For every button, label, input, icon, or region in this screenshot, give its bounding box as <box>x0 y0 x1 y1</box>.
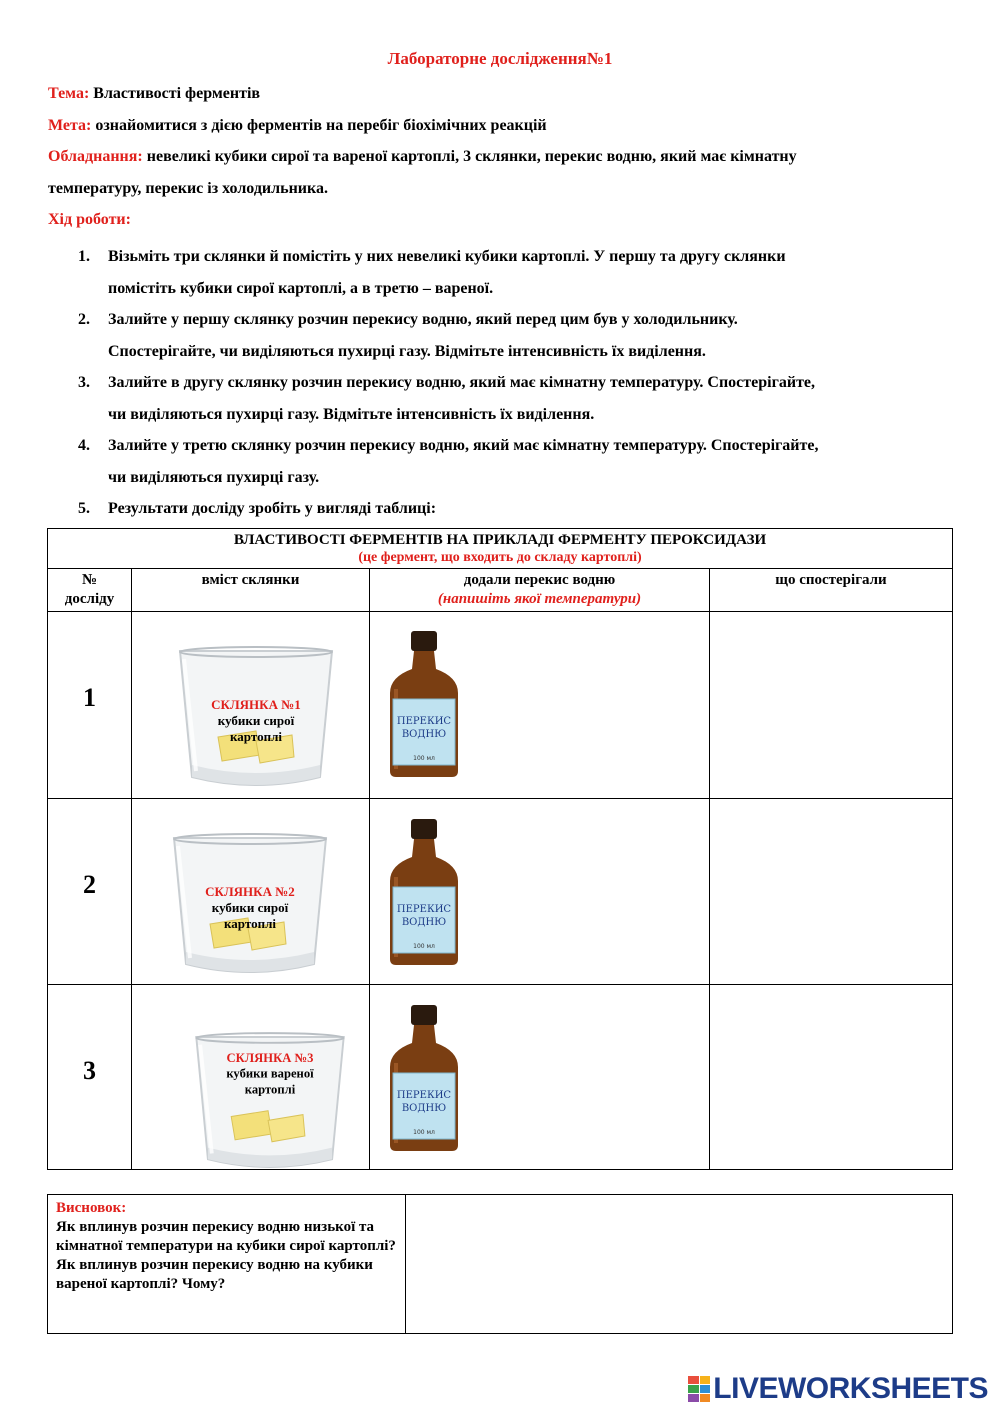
brand-text: LIVEWORKSHEETS <box>713 1372 988 1405</box>
page-title: Лабораторне дослідження№1 <box>387 49 613 68</box>
equipment-label: Обладнання: <box>48 148 143 165</box>
observation-cell[interactable] <box>714 988 948 1166</box>
peroxide-bottle-image <box>384 629 464 779</box>
row-number: 3 <box>83 1056 96 1085</box>
step-item <box>48 430 948 493</box>
bottle-label-text: ПЕРЕКИС <box>396 1090 452 1101</box>
row-number: 2 <box>83 870 96 899</box>
conclusion-label: Висновок: <box>56 1200 127 1216</box>
header-added <box>370 571 709 609</box>
equipment-line <box>48 148 797 166</box>
topic-value: Властивості ферментів <box>93 85 261 102</box>
results-table <box>47 528 953 1170</box>
table-divider <box>48 798 952 799</box>
peroxide-bottle-image <box>384 1003 464 1153</box>
goal-line <box>48 117 547 135</box>
glass-image <box>192 1031 347 1172</box>
procedure-steps <box>48 241 948 525</box>
bottle-label-text: ВОДНЮ <box>401 729 447 740</box>
step-item <box>48 367 948 430</box>
step-text: Спостерігайте, чи виділяються пухирці газу. Відмітьте інтенсивність їх виділення. <box>108 342 706 360</box>
step-text: Залийте в другу склянку розчин перекису водню, який має кімнатну температуру. Спостерігайте, <box>108 374 816 391</box>
table-caption <box>48 531 952 566</box>
glass-image <box>176 645 336 790</box>
bottle-icon <box>384 629 464 779</box>
bottle-label-text: ПЕРЕКИС <box>396 716 452 727</box>
table-divider <box>369 568 370 1169</box>
glass-title: СКЛЯНКА №3 <box>226 1050 314 1066</box>
glass-title: СКЛЯНКА №2 <box>205 884 295 899</box>
bottle-label-text: ПЕРЕКИС <box>396 904 452 915</box>
glass-label-line: кубики сирої <box>217 713 295 728</box>
table-divider <box>709 568 710 1169</box>
glass-label <box>192 1051 347 1098</box>
glass-label <box>176 697 336 745</box>
table-caption-text: ВЛАСТИВОСТІ ФЕРМЕНТІВ НА ПРИКЛАДІ ФЕРМЕНТУ ПЕРОКСИДАЗИ <box>233 532 767 548</box>
glass-label-line: картоплі <box>244 1081 296 1097</box>
glass-label-line: кубики сирої <box>211 900 289 915</box>
step-text: Залийте у першу склянку розчин перекису водню, який перед цим був у холодильнику. <box>108 311 738 328</box>
step-number: 3. <box>78 374 90 391</box>
step-text: чи виділяються пухирці газу. Відмітьте інтенсивність їх виділення. <box>108 405 595 423</box>
bottle-icon <box>384 1003 464 1153</box>
header-added-text: додали перекис водню <box>463 572 616 588</box>
glass-image <box>170 832 330 977</box>
step-number: 1. <box>78 248 90 265</box>
step-text: Залийте у третю склянку розчин перекису водню, який має кімнатну температуру. Спостерігайте, <box>108 437 819 454</box>
liveworksheets-logo-icon <box>688 1376 710 1402</box>
observation-cell[interactable] <box>714 802 948 980</box>
glass-label-line: картоплі <box>230 729 282 744</box>
conclusion-answer-field[interactable] <box>406 1195 952 1333</box>
procedure-label: Хід роботи: <box>48 211 131 228</box>
header-num-line: № <box>81 572 98 588</box>
bottle-label-text: ВОДНЮ <box>401 917 447 928</box>
table-caption-note: (це фермент, що входить до складу картоплі) <box>358 550 642 565</box>
header-contents: вміст склянки <box>201 572 300 588</box>
step-number: 2. <box>78 311 90 328</box>
bottle-volume-text: 100 мл <box>413 943 435 950</box>
step-item <box>48 304 948 367</box>
conclusion-question: Як вплинув розчин перекису водню низької та кімнатної температури на кубики сирої картоплі? Як вплинув розчин перекису водню на кубики вареної картоплі? Чому? <box>56 1219 396 1292</box>
topic-line <box>48 85 260 103</box>
step-text: помістіть кубики сирої картоплі, а в третю – вареної. <box>108 279 494 297</box>
conclusion-prompt <box>56 1199 401 1294</box>
brand-logo <box>688 1374 988 1404</box>
step-number: 4. <box>78 437 90 454</box>
peroxide-bottle-image <box>384 817 464 967</box>
bottle-icon <box>384 817 464 967</box>
table-divider <box>131 568 132 1169</box>
equipment-value: невеликі кубики сирої та вареної картоплі, 3 склянки, перекис водню, який має кімнатну <box>146 148 797 165</box>
header-added-note: (напишіть якої температури) <box>437 591 642 607</box>
header-num-line: досліду <box>64 591 115 607</box>
step-text: Візьміть три склянки й помістіть у них невеликі кубики картоплі. У першу та другу склянки <box>108 248 786 265</box>
topic-label: Тема: <box>48 85 90 102</box>
glass-label-line: кубики вареної <box>226 1066 314 1081</box>
bottle-volume-text: 100 мл <box>413 755 435 762</box>
step-number: 5. <box>78 500 90 517</box>
goal-value: ознайомитися з дією ферментів на перебіг біохімічних реакцій <box>95 117 547 134</box>
step-item <box>48 241 948 304</box>
header-num <box>48 571 131 609</box>
header-observed: що спостерігали <box>775 572 887 588</box>
step-item <box>48 493 948 525</box>
bottle-volume-text: 100 мл <box>413 1129 435 1136</box>
goal-label: Мета: <box>48 117 92 134</box>
table-divider <box>48 611 952 612</box>
bottle-label-text: ВОДНЮ <box>401 1103 447 1114</box>
glass-label-line: картоплі <box>224 916 276 931</box>
row-number: 1 <box>83 683 96 712</box>
observation-cell[interactable] <box>714 615 948 793</box>
conclusion-table <box>47 1194 953 1334</box>
glass-label <box>170 884 330 932</box>
glass-title: СКЛЯНКА №1 <box>211 697 301 712</box>
equipment-line-2: температуру, перекис із холодильника. <box>48 180 328 197</box>
step-text: чи виділяються пухирці газу. <box>108 468 320 486</box>
table-divider <box>48 568 952 569</box>
step-text: Результати досліду зробіть у вигляді таблиці: <box>108 500 437 517</box>
table-divider <box>48 984 952 985</box>
